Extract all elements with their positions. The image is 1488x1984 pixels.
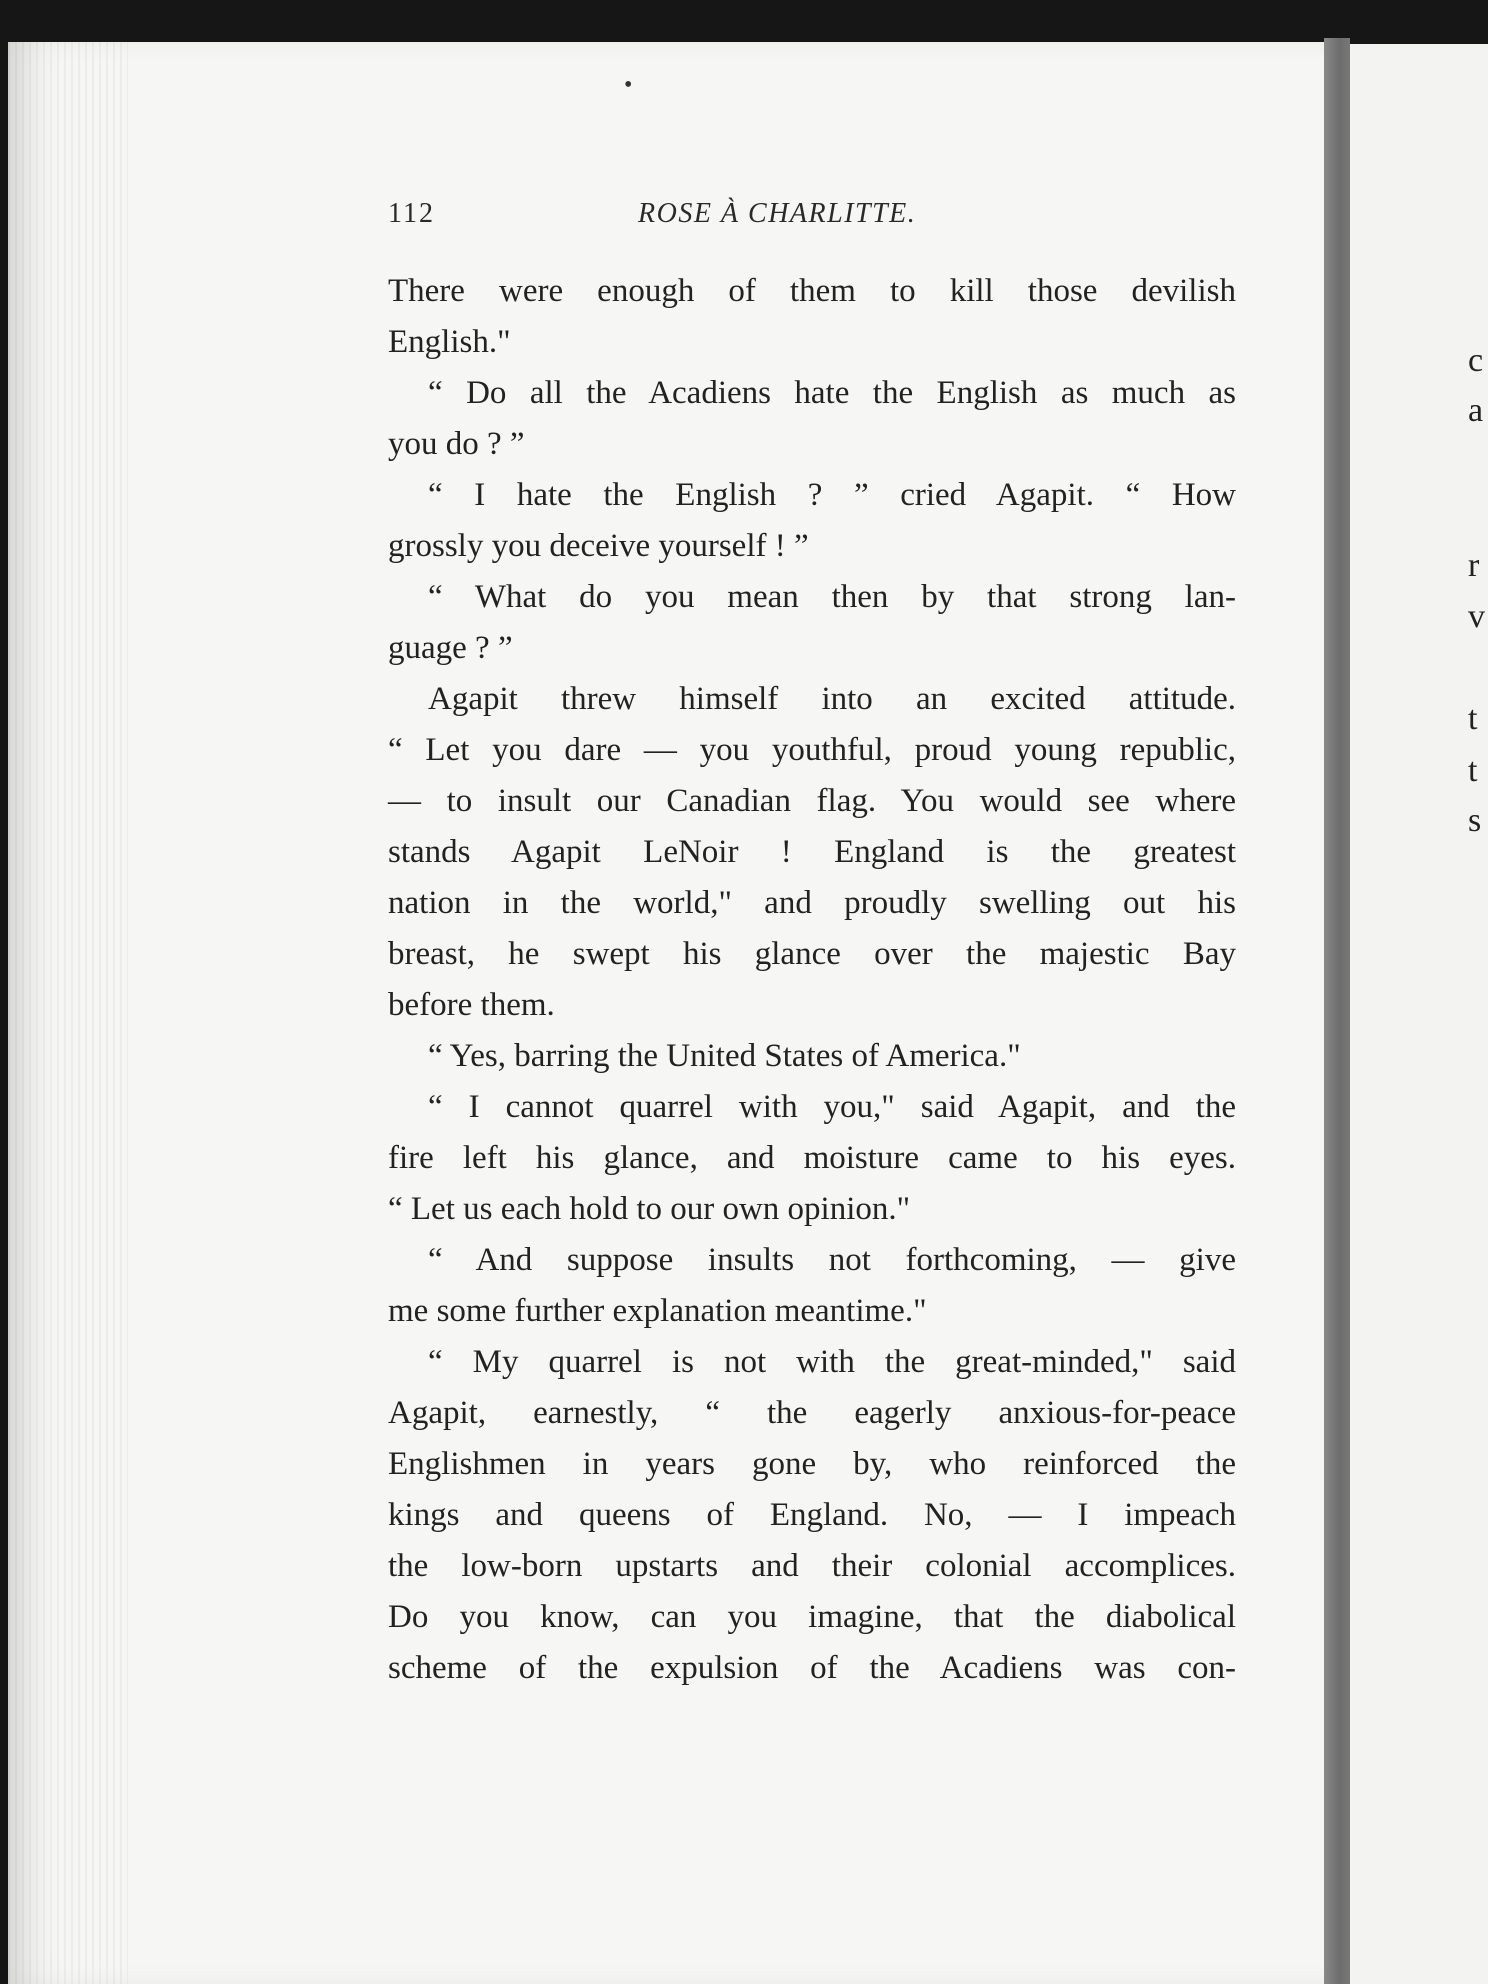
adjacent-page-fragment: r	[1468, 547, 1480, 584]
page-number: 112	[388, 198, 435, 229]
ink-mark: •	[624, 72, 633, 98]
running-head	[388, 198, 1234, 238]
text-line: fire left his glance, and moisture came to his eyes.	[388, 1140, 1236, 1176]
adjacent-page-fragment: v	[1468, 598, 1485, 635]
text-line: kings and queens of England. No, — I impeach	[388, 1497, 1236, 1533]
text-line: scheme of the expulsion of the Acadiens was con-	[388, 1650, 1236, 1686]
text-line: me some further explanation meantime."	[388, 1293, 927, 1329]
text-line: you do ? ”	[388, 426, 525, 462]
text-line: — to insult our Canadian flag. You would see where	[388, 783, 1236, 819]
page-edges	[8, 42, 128, 1984]
body-text	[388, 266, 1236, 1694]
adjacent-page-fragment: s	[1468, 802, 1482, 839]
text-line: “ And suppose insults not forthcoming, — give	[428, 1242, 1236, 1278]
text-line: “ I cannot quarrel with you," said Agapit, and the	[428, 1089, 1236, 1125]
text-line: Agapit threw himself into an excited attitude.	[428, 681, 1236, 717]
text-line: nation in the world," and proudly swelling out his	[388, 885, 1236, 921]
book-gutter	[1324, 38, 1350, 1984]
text-line: “ What do you mean then by that strong lan-	[428, 579, 1236, 615]
adjacent-page-fragment: c	[1468, 342, 1484, 379]
text-line: “ My quarrel is not with the great-minded," said	[428, 1344, 1236, 1380]
text-line: “ Yes, barring the United States of America."	[428, 1038, 1021, 1074]
running-title: ROSE À CHARLITTE.	[638, 198, 917, 229]
text-line: grossly you deceive yourself ! ”	[388, 528, 809, 564]
text-line: breast, he swept his glance over the majestic Bay	[388, 936, 1236, 972]
adjacent-page-fragment: t	[1468, 752, 1478, 789]
text-line: “ Do all the Acadiens hate the English as much as	[428, 375, 1236, 411]
adjacent-page	[1350, 44, 1488, 1984]
adjacent-page-fragment: a	[1468, 392, 1484, 429]
text-line: the low-born upstarts and their colonial accomplices.	[388, 1548, 1236, 1584]
text-line: Do you know, can you imagine, that the diabolical	[388, 1599, 1236, 1635]
text-line: “ Let you dare — you youthful, proud young republic,	[388, 732, 1236, 768]
text-line: There were enough of them to kill those devilish	[388, 273, 1236, 309]
text-line: guage ? ”	[388, 630, 513, 666]
text-line: Englishmen in years gone by, who reinforced the	[388, 1446, 1236, 1482]
adjacent-page-fragment: t	[1468, 700, 1478, 737]
text-line: before them.	[388, 987, 555, 1023]
text-line: English."	[388, 324, 511, 360]
text-line: “ I hate the English ? ” cried Agapit. “ How	[428, 477, 1236, 513]
text-line: stands Agapit LeNoir ! England is the greatest	[388, 834, 1236, 870]
text-line: Agapit, earnestly, “ the eagerly anxious-for-peace	[388, 1395, 1236, 1431]
text-line: “ Let us each hold to our own opinion."	[388, 1191, 911, 1227]
